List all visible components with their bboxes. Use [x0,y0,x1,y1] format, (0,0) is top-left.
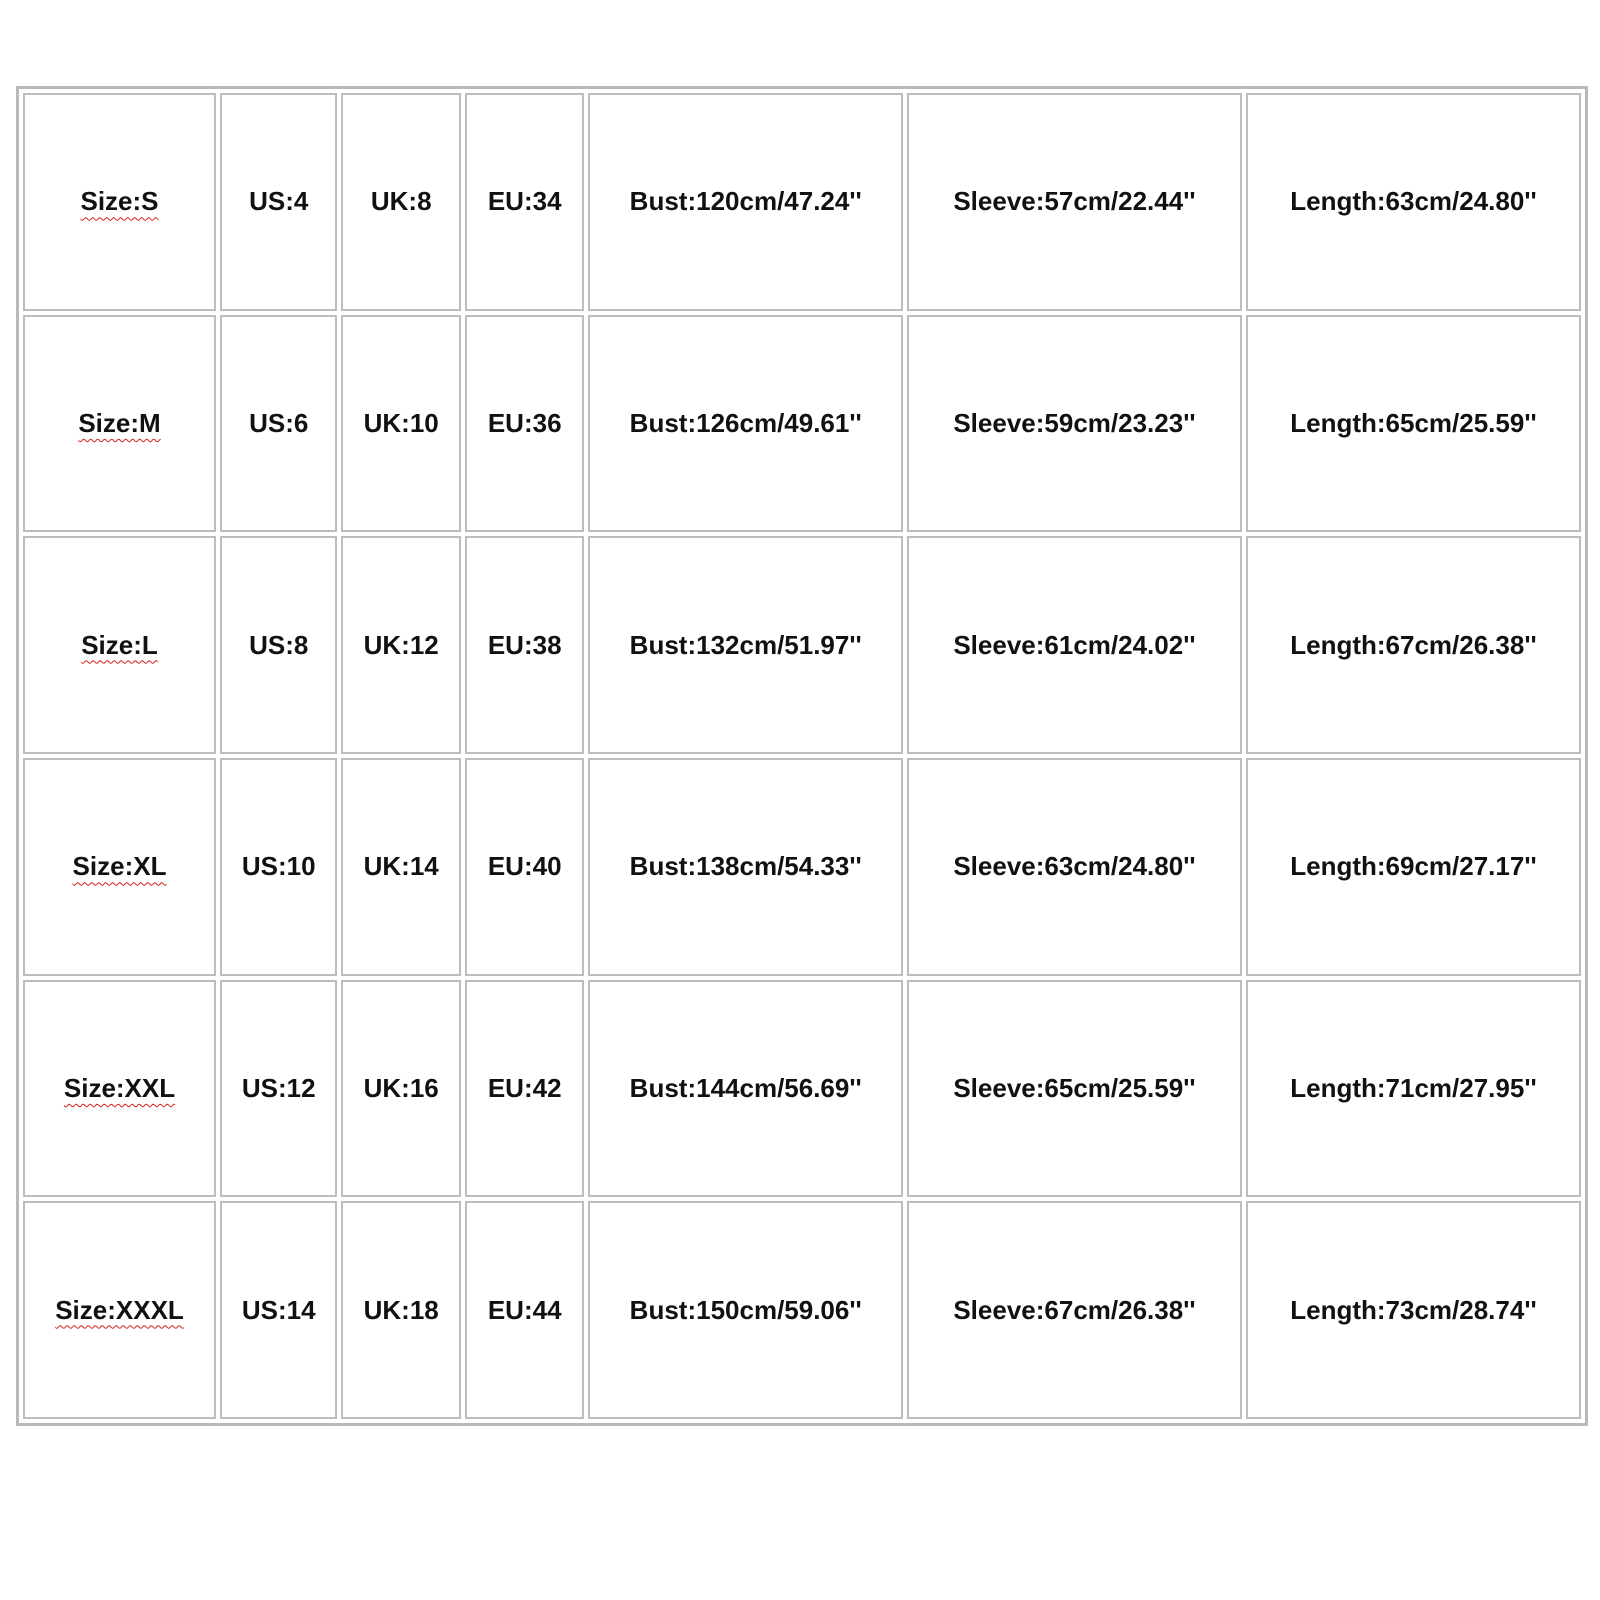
sleeve-cell: Sleeve:61cm/24.02'' [907,536,1242,754]
size-label: Size:XXXL [55,1294,184,1325]
size-cell [23,536,216,754]
size-label: Size:L [81,629,158,660]
bust-cell: Bust:144cm/56.69'' [588,980,903,1198]
eu-size-cell: EU:34 [465,93,584,311]
bust-cell: Bust:150cm/59.06'' [588,1201,903,1419]
size-chart-body [23,93,1581,1419]
us-size-cell: US:8 [220,536,337,754]
us-size-cell: US:4 [220,93,337,311]
table-row [23,758,1581,976]
uk-size-cell: UK:14 [341,758,460,976]
table-row [23,315,1581,533]
bust-cell: Bust:120cm/47.24'' [588,93,903,311]
uk-size-cell: UK:16 [341,980,460,1198]
size-label: Size:S [80,186,159,217]
eu-size-cell: EU:36 [465,315,584,533]
eu-size-cell: EU:44 [465,1201,584,1419]
bust-cell: Bust:126cm/49.61'' [588,315,903,533]
sleeve-cell: Sleeve:63cm/24.80'' [907,758,1242,976]
bust-cell: Bust:132cm/51.97'' [588,536,903,754]
length-cell: Length:71cm/27.95'' [1246,980,1581,1198]
length-cell: Length:65cm/25.59'' [1246,315,1581,533]
size-label: Size:XL [72,851,167,882]
eu-size-cell: EU:40 [465,758,584,976]
length-cell: Length:69cm/27.17'' [1246,758,1581,976]
sleeve-cell: Sleeve:65cm/25.59'' [907,980,1242,1198]
table-row [23,980,1581,1198]
size-label: Size:XXL [63,1072,176,1103]
size-cell [23,315,216,533]
eu-size-cell: EU:38 [465,536,584,754]
uk-size-cell: UK:10 [341,315,460,533]
size-cell [23,758,216,976]
table-row [23,536,1581,754]
us-size-cell: US:14 [220,1201,337,1419]
sleeve-cell: Sleeve:59cm/23.23'' [907,315,1242,533]
size-cell [23,93,216,311]
length-cell: Length:67cm/26.38'' [1246,536,1581,754]
us-size-cell: US:12 [220,980,337,1198]
table-row [23,1201,1581,1419]
size-cell [23,980,216,1198]
uk-size-cell: UK:18 [341,1201,460,1419]
size-cell [23,1201,216,1419]
us-size-cell: US:6 [220,315,337,533]
length-cell: Length:73cm/28.74'' [1246,1201,1581,1419]
sleeve-cell: Sleeve:67cm/26.38'' [907,1201,1242,1419]
sleeve-cell: Sleeve:57cm/22.44'' [907,93,1242,311]
table-row [23,93,1581,311]
size-label: Size:M [78,407,161,438]
bust-cell: Bust:138cm/54.33'' [588,758,903,976]
uk-size-cell: UK:12 [341,536,460,754]
us-size-cell: US:10 [220,758,337,976]
size-chart-table [16,86,1588,1426]
length-cell: Length:63cm/24.80'' [1246,93,1581,311]
eu-size-cell: EU:42 [465,980,584,1198]
uk-size-cell: UK:8 [341,93,460,311]
